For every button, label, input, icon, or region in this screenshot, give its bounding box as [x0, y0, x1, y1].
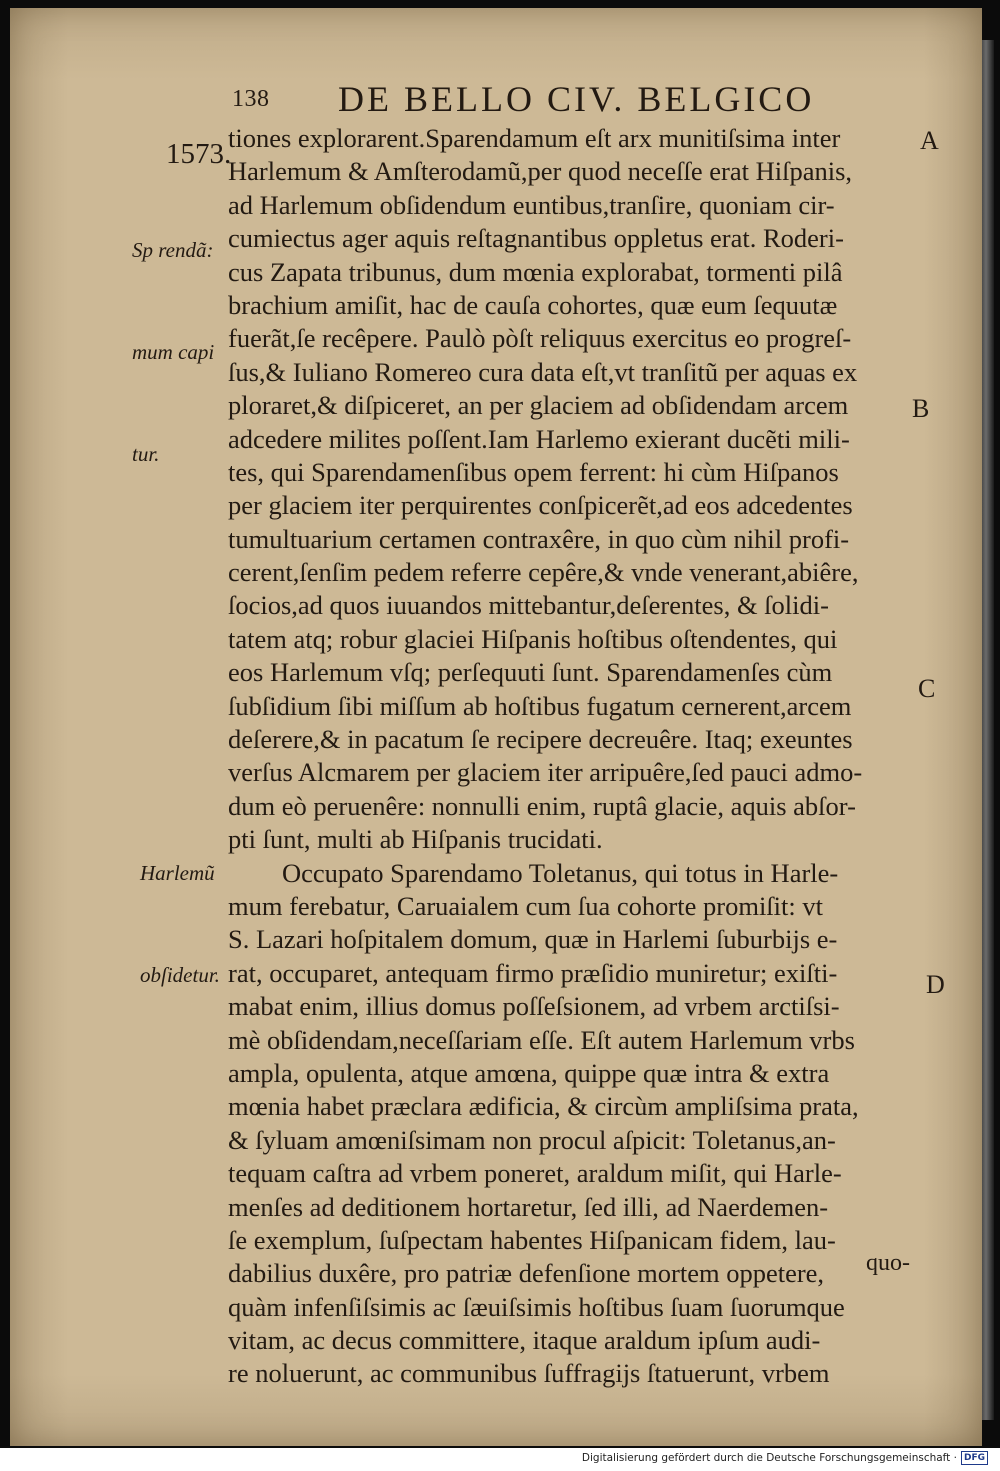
text-line: mabat enim, illius domus poſſeſsionem, ad vrbem arctiſsi-: [228, 991, 840, 1022]
text-line: menſes ad deditionem hortaretur, ſed illi, ad Naerdemen-: [228, 1191, 829, 1222]
text-line: per glaciem iter perquirentes conſpicerẽt,ad eos adcedentes: [228, 490, 853, 521]
text-line: ſocios,ad quos iuuandos mittebantur,deſerentes, & ſolidi-: [228, 590, 829, 621]
text-line: pti ſunt, multi ab Hiſpanis trucidati.: [228, 824, 603, 855]
text-line: quàm infenſiſsimis ac ſæuiſsimis hoſtibus ſuam ſuorumque: [228, 1291, 845, 1322]
margin-note-line: mum capi: [132, 340, 215, 364]
margin-note-line: Sp rendã:: [132, 238, 214, 262]
text-line: tiones explorarent.Sparendamum eſt arx munitiſsima inter: [228, 123, 841, 153]
text-line: tatem atq; robur glaciei Hiſpanis hoſtibus oſtendentes, qui: [228, 623, 838, 654]
margin-note-line: obſidetur.: [140, 963, 220, 987]
margin-note-line: tur.: [132, 442, 160, 466]
text-line: fuerãt,ſe recêpere. Paulò pòſt reliquus exercitus eo progreſ-: [228, 323, 852, 354]
text-line: tequam caſtra ad vrbem poneret, araldum miſit, qui Harle-: [228, 1158, 842, 1189]
text-line: mè obſidendam,neceſſariam eſſe. Eſt autem Harlemum vrbs: [228, 1024, 855, 1055]
text-line: ſe exemplum, ſuſpectam habentes Hiſpanicam fidem, lau-: [228, 1224, 836, 1255]
margin-letter-c: C: [918, 674, 936, 703]
text-line: cumiectus ager aquis reſtagnantibus oppletus erat. Roderi-: [228, 223, 844, 254]
text-line: ampla, opulenta, atque amœna, quippe quæ intra & extra: [228, 1057, 830, 1088]
margin-note-harlemum: [140, 788, 220, 1060]
body-text: [228, 122, 928, 1391]
dfg-logo: DFG: [961, 1451, 988, 1465]
margin-letter-d: D: [926, 970, 945, 999]
credit-text: Digitalisierung gefördert durch die Deutsche Forschungsgemeinschaft ·: [581, 1452, 957, 1464]
text-line: re noluerunt, ac communibus ſuffragijs ſtatuerunt, vrbem: [228, 1358, 830, 1389]
text-line: cus Zapata tribunus, dum mœnia explorabat, tormenti pilâ: [228, 256, 843, 287]
text-line: cerent,ſenſim pedem referre cepêre,& vnde venerant,abiêre,: [228, 557, 859, 588]
margin-letter-b: B: [912, 394, 930, 423]
catchword: quo-: [866, 1250, 910, 1276]
text-line: dum eò peruenêre: nonnulli enim, ruptâ glacie, aquis abſor-: [228, 790, 856, 821]
text-line: vitam, ac decus committere, itaque araldum ipſum audi-: [228, 1325, 821, 1356]
margin-note-sparendamum: [132, 165, 214, 539]
text-line: rat, occuparet, antequam firmo præſidio muniretur; exiſti-: [228, 957, 838, 988]
text-line: ſubſidium ſibi miſſum ab hoſtibus fugatum cernerent,arcem: [228, 690, 852, 721]
text-line: ſus,& Iuliano Romereo cura data eſt,vt tranſitũ per aquas ex: [228, 356, 858, 387]
digitization-credit: [582, 1451, 988, 1465]
margin-year: 1573.: [166, 138, 232, 170]
text-line: deſerere,& in pacatum ſe recipere decreuêre. Itaq; exeuntes: [228, 724, 853, 755]
text-line: mum ferebatur, Caruaialem cum ſua cohorte promiſit: vt: [228, 890, 823, 921]
text-line: eos Harlemum vſq; perſequuti ſunt. Sparendamenſes cùm: [228, 657, 833, 688]
text-line: ad Harlemum obſidendum euntibus,tranſire, quoniam cir-: [228, 189, 835, 220]
text-line: tumultuarium certamen contraxêre, in quo cùm nihil profi-: [228, 523, 850, 554]
paragraph-start-line: Occupato Sparendamo Toletanus, qui totus in Harle-: [282, 857, 839, 888]
text-line: dabilius duxêre, pro patriæ defenſione mortem oppetere,: [228, 1258, 825, 1289]
text-line: brachium amiſit, hac de cauſa cohortes, quæ eum ſequutæ: [228, 289, 838, 320]
text-line: ploraret,& diſpiceret, an per glaciem ad obſidendam arcem: [228, 390, 849, 421]
text-line: mœnia habet præclara ædificia, & circùm ampliſsima prata,: [228, 1091, 859, 1122]
text-line: S. Lazari hoſpitalem domum, quæ in Harlemi ſuburbijs e-: [228, 924, 838, 955]
margin-letter-a: A: [920, 126, 939, 155]
page-number: 138: [232, 86, 270, 112]
margin-note-line: Harlemũ: [140, 861, 215, 885]
text-line: verſus Alcmarem per glaciem iter arripuêre,ſed pauci admo-: [228, 757, 863, 788]
text-line: tes, qui Sparendamenſibus opem ferrent: hi cùm Hiſpanos: [228, 456, 839, 487]
text-line: Harlemum & Amſterodamũ,per quod neceſſe erat Hiſpanis,: [228, 156, 853, 187]
text-line: adcedere milites poſſent.Iam Harlemo exierant ducẽti mili-: [228, 423, 850, 454]
text-line: & ſyluam amœniſsimam non procul aſpicit: Toletanus,an-: [228, 1124, 836, 1155]
running-head: DE BELLO CIV. BELGICO: [338, 79, 815, 119]
